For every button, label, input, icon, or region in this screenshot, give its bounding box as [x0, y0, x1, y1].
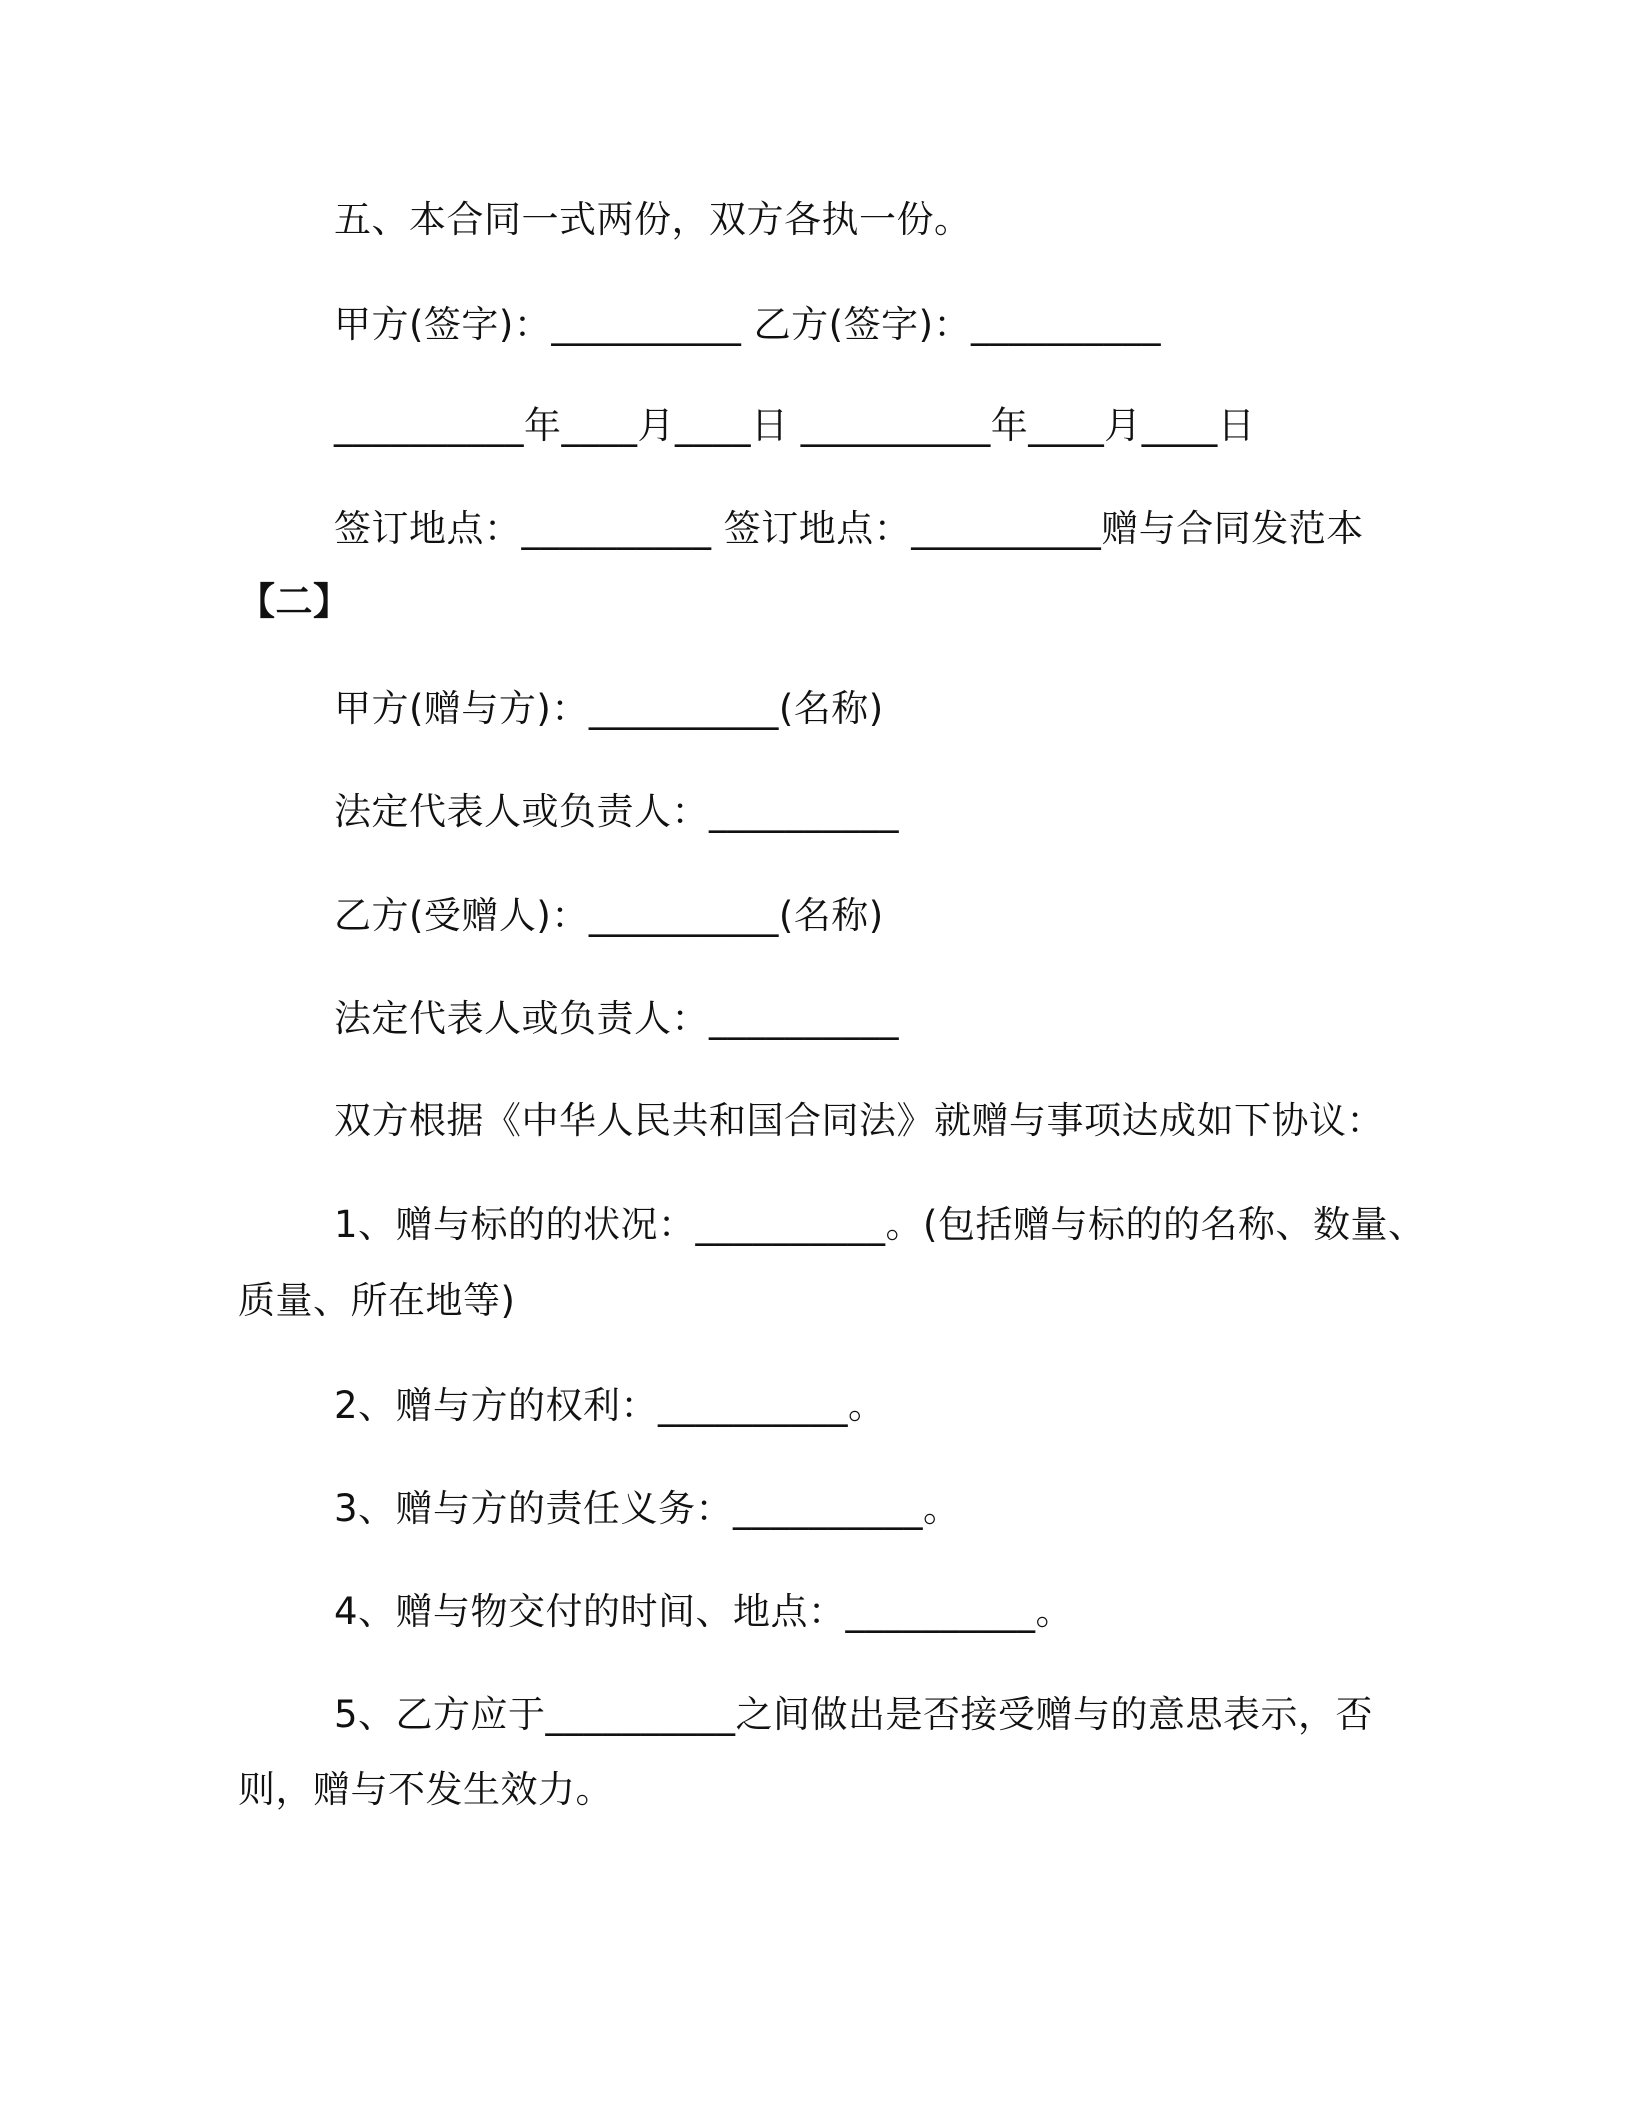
clause-4: 4、赠与物交付的时间、地点：__________。 [334, 1590, 1074, 1633]
signing-place-line: 签订地点：__________ 签订地点：__________赠与合同发范本 [334, 507, 1364, 550]
clause-5-continued: 则，赠与不发生效力。 [238, 1768, 613, 1811]
clause-1: 1、赠与标的的状况：__________。(包括赠与标的的名称、数量、 [334, 1203, 1426, 1246]
clause-five: 五、本合同一式两份，双方各执一份。 [334, 198, 972, 241]
signature-line: 甲方(签字)：__________ 乙方(签字)：__________ [334, 303, 1162, 346]
party-b-donee: 乙方(受赠人)：__________(名称) [334, 894, 884, 937]
clause-1-continued: 质量、所在地等) [238, 1279, 516, 1322]
clause-3: 3、赠与方的责任义务：__________。 [334, 1487, 961, 1530]
party-b-representative: 法定代表人或负责人：__________ [334, 997, 899, 1040]
clause-2: 2、赠与方的权利：__________。 [334, 1384, 886, 1427]
date-line: __________年____月____日 __________年____月____日 [334, 404, 1256, 447]
party-a-donor: 甲方(赠与方)：__________(名称) [334, 687, 884, 730]
party-a-representative: 法定代表人或负责人：__________ [334, 790, 899, 833]
clause-5: 5、乙方应于__________之间做出是否接受赠与的意思表示，否 [334, 1693, 1374, 1736]
agreement-intro: 双方根据《中华人民共和国合同法》就赠与事项达成如下协议： [334, 1099, 1384, 1142]
section-heading: 【二】 [238, 580, 351, 623]
